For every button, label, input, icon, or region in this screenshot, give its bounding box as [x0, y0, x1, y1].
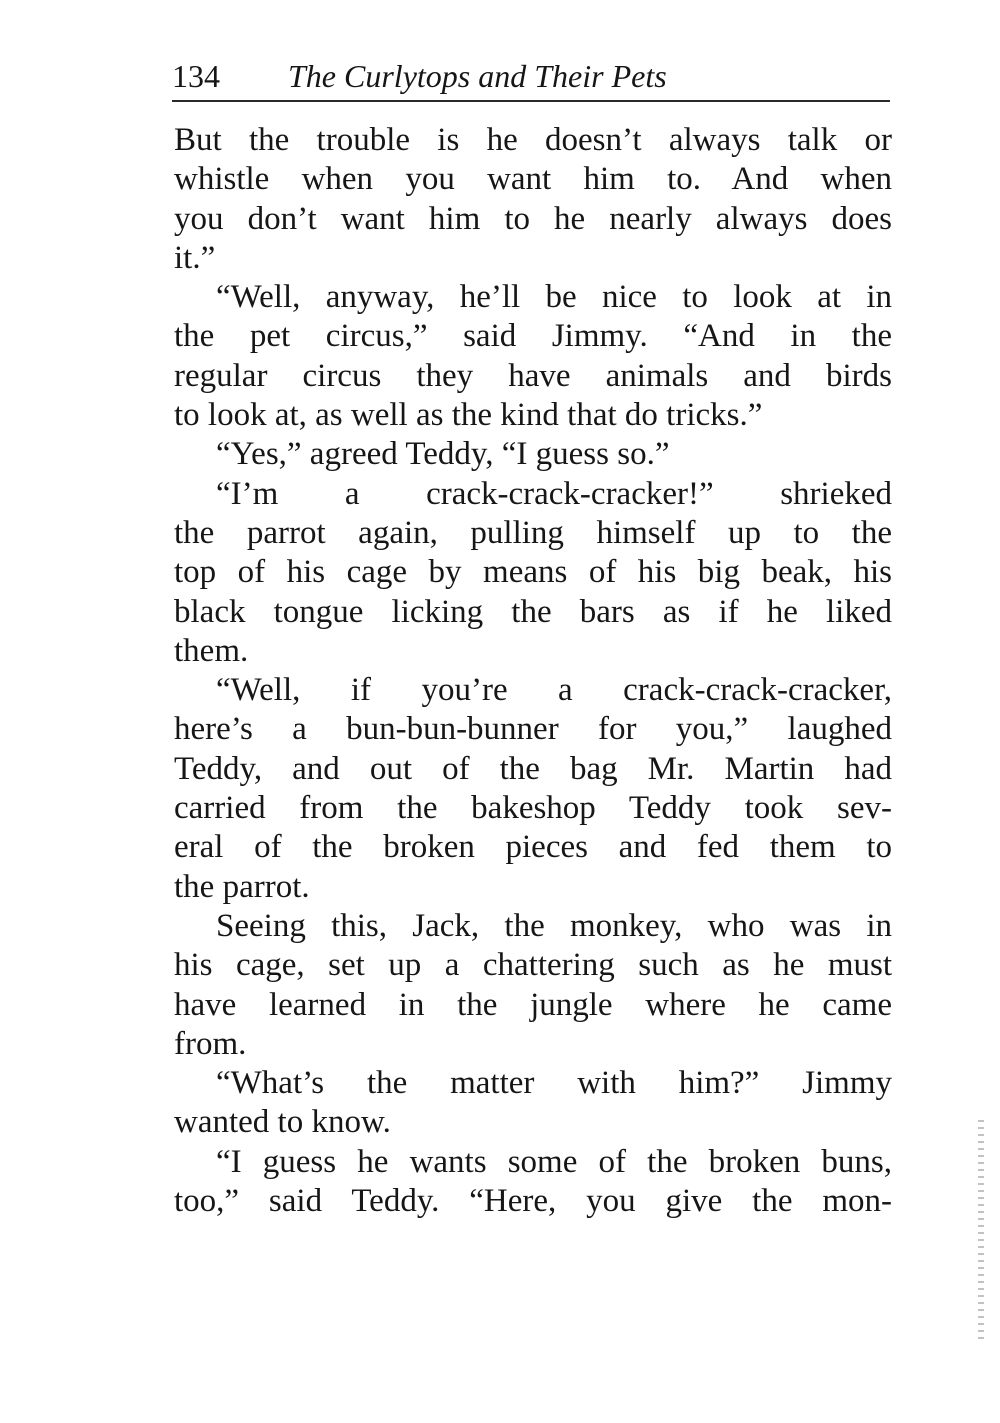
text-line: “I’m a crack-crack-cracker!” shrieked — [216, 475, 892, 512]
text-line: top of his cage by means of his big beak, his — [174, 554, 892, 591]
text-line: you don’t want him to he nearly always does — [174, 200, 892, 237]
text-line: Teddy, and out of the bag Mr. Martin had — [174, 750, 892, 787]
text-line: whistle when you want him to. And when — [174, 161, 892, 198]
text-line: carried from the bakeshop Teddy took sev- — [174, 790, 892, 827]
text-line: from. — [174, 1025, 247, 1062]
text-line: regular circus they have animals and birds — [174, 357, 892, 394]
text-line: the pet circus,” said Jimmy. “And in the — [174, 318, 892, 355]
text-line: his cage, set up a chattering such as he must — [174, 947, 892, 984]
scan-edge-marks — [978, 1120, 984, 1340]
text-line: Seeing this, Jack, the monkey, who was in — [216, 907, 892, 944]
header-rule — [172, 100, 890, 102]
text-line: too,” said Teddy. “Here, you give the mon- — [174, 1183, 892, 1220]
text-line: them. — [174, 632, 249, 669]
text-line: “What’s the matter with him?” Jimmy — [216, 1065, 892, 1102]
text-line: eral of the broken pieces and fed them to — [174, 829, 892, 866]
text-line: “I guess he wants some of the broken buns, — [216, 1143, 892, 1180]
running-title: The Curlytops and Their Pets — [288, 58, 667, 94]
text-line: black tongue licking the bars as if he liked — [174, 593, 892, 630]
text-line: it.” — [174, 239, 216, 276]
page-number: 134 — [172, 58, 220, 94]
text-line: to look at, as well as the kind that do tricks.” — [174, 397, 763, 434]
page-header — [172, 56, 892, 96]
text-line: wanted to know. — [174, 1104, 391, 1141]
text-line: the parrot again, pulling himself up to the — [174, 514, 892, 551]
text-line: But the trouble is he doesn’t always talk or — [174, 122, 892, 158]
text-line: “Well, anyway, he’ll be nice to look at in — [216, 279, 892, 316]
text-line: the parrot. — [174, 868, 310, 905]
body-text — [174, 121, 892, 1221]
text-line: “Well, if you’re a crack-crack-cracker, — [216, 672, 892, 709]
text-line: have learned in the jungle where he came — [174, 986, 892, 1023]
text-line: “Yes,” agreed Teddy, “I guess so.” — [216, 436, 670, 473]
text-line: here’s a bun-bun-bunner for you,” laughed — [174, 711, 892, 748]
